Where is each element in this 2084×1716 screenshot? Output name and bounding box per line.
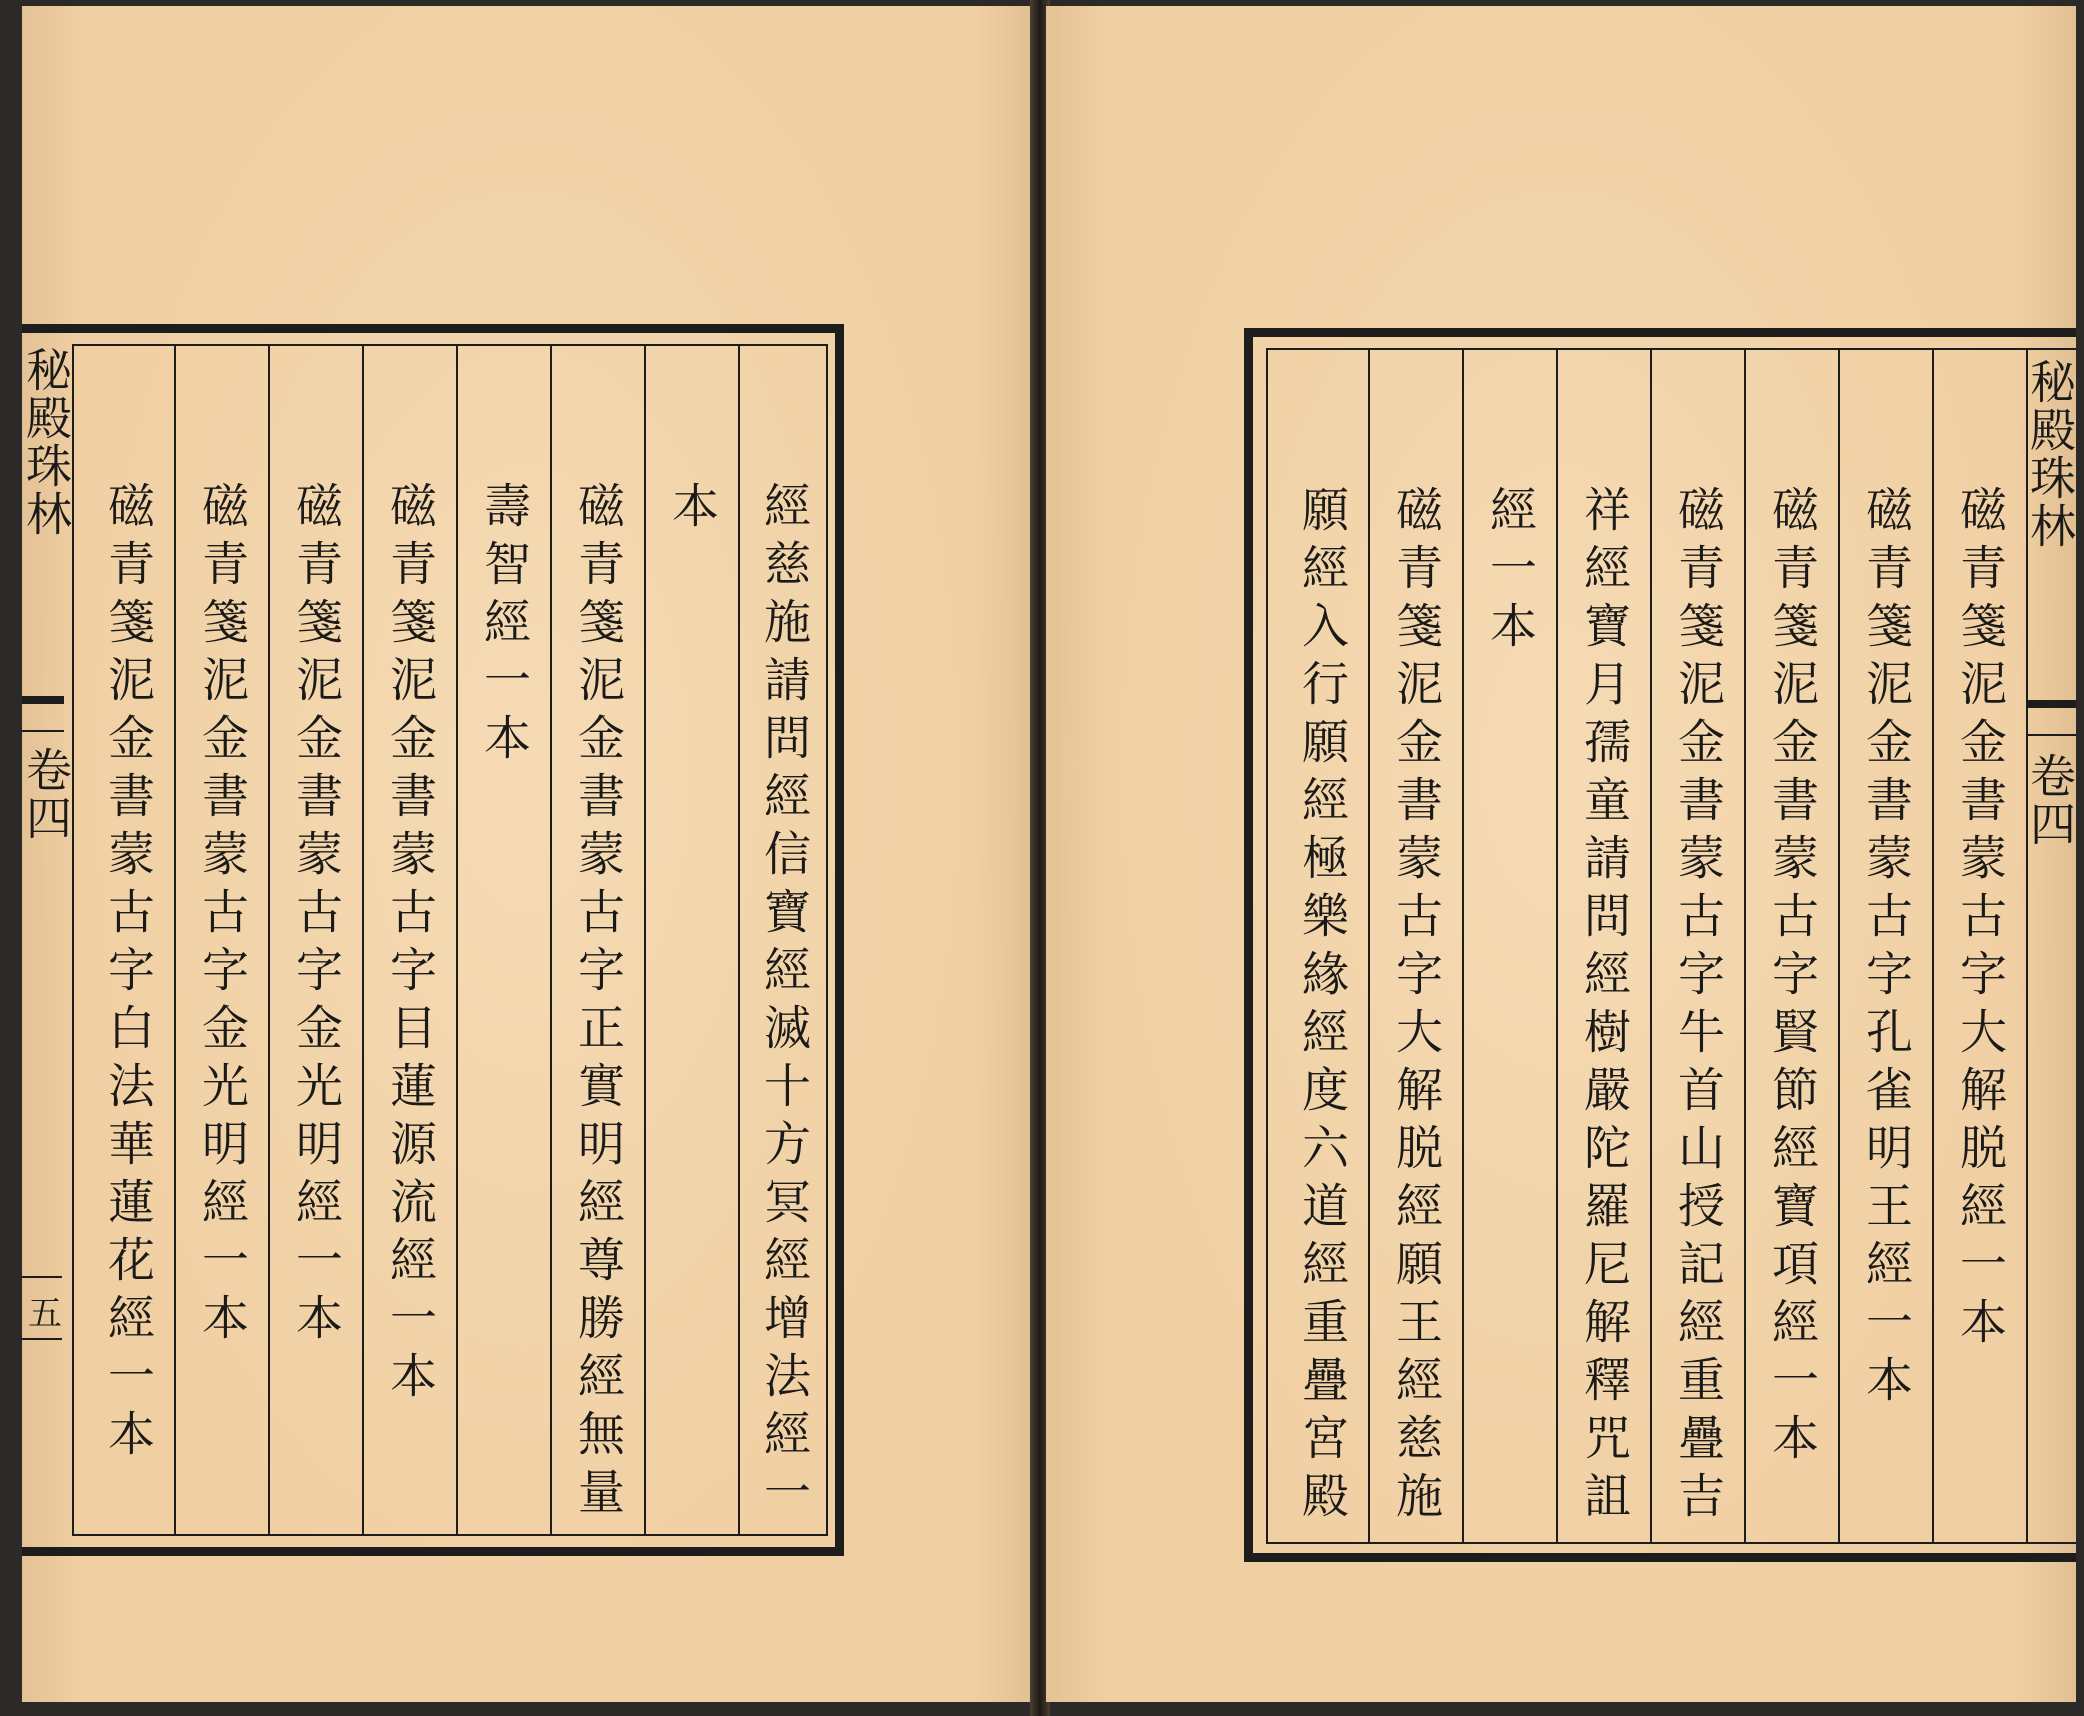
- column-text: 磁青箋泥金書蒙古字金光明經一本: [288, 481, 343, 1351]
- column-text: 磁青箋泥金書蒙古字牛首山授記經重疊吉: [1670, 485, 1725, 1529]
- banxin-title: 秘殿珠林: [2023, 358, 2077, 550]
- left-column-4: [456, 346, 550, 1534]
- column-text: 磁青箋泥金書蒙古字目蓮源流經一本: [382, 481, 437, 1409]
- column-text: 磁青箋泥金書蒙古字孔雀明王經一本: [1858, 485, 1913, 1413]
- column-text: 磁青箋泥金書蒙古字賢節經寶項經一本: [1764, 485, 1819, 1471]
- juan-number: 卷四: [2023, 752, 2077, 848]
- right-column-3: [1744, 350, 1838, 1542]
- column-text: 本: [664, 481, 719, 539]
- right-column-6: [1462, 350, 1556, 1542]
- juan-number: 卷四: [19, 746, 73, 842]
- right-column-1: [1932, 350, 2026, 1542]
- column-text: 磁青箋泥金書蒙古字金光明經一本: [194, 481, 249, 1351]
- right-column-5: [1556, 350, 1650, 1542]
- right-page: [1046, 6, 2076, 1702]
- right-page-text-block: [1266, 348, 2076, 1544]
- column-text: 磁青箋泥金書蒙古字大解脱經一本: [1952, 485, 2007, 1355]
- right-column-2: [1838, 350, 1932, 1542]
- left-page-text-block: [72, 344, 828, 1536]
- fishtail-mark: [22, 696, 64, 732]
- column-text: 經慈施請問經信寶經滅十方冥經增法經一: [756, 481, 811, 1525]
- left-column-3: [550, 346, 644, 1534]
- left-column-7: [174, 346, 268, 1534]
- column-text: 磁青箋泥金書蒙古字正實明經尊勝經無量: [570, 481, 625, 1525]
- column-text: 壽智經一本: [476, 481, 531, 771]
- left-column-6: [268, 346, 362, 1534]
- column-text: 磁青箋泥金書蒙古字白法華蓮花經一本: [100, 481, 155, 1467]
- banxin-title: 秘殿珠林: [19, 346, 73, 538]
- folio-number: 五: [28, 1294, 62, 1334]
- column-text: 磁青箋泥金書蒙古字大解脱經願王經慈施: [1388, 485, 1443, 1529]
- right-column-8: [1268, 350, 1368, 1542]
- column-text: 願經入行願經極樂緣經度六道經重疊宮殿: [1294, 485, 1349, 1529]
- column-text: 祥經寶月孺童請問經樹嚴陀羅尼解釋咒詛: [1576, 485, 1631, 1529]
- left-column-1: [738, 346, 830, 1534]
- right-column-4: [1650, 350, 1744, 1542]
- left-column-5: [362, 346, 456, 1534]
- right-column-7: [1368, 350, 1462, 1542]
- column-text: 經一本: [1482, 485, 1537, 659]
- left-page: [19, 6, 1034, 1702]
- left-column-8: [74, 346, 174, 1534]
- fishtail-mark: [2026, 700, 2076, 736]
- left-column-2: [644, 346, 738, 1534]
